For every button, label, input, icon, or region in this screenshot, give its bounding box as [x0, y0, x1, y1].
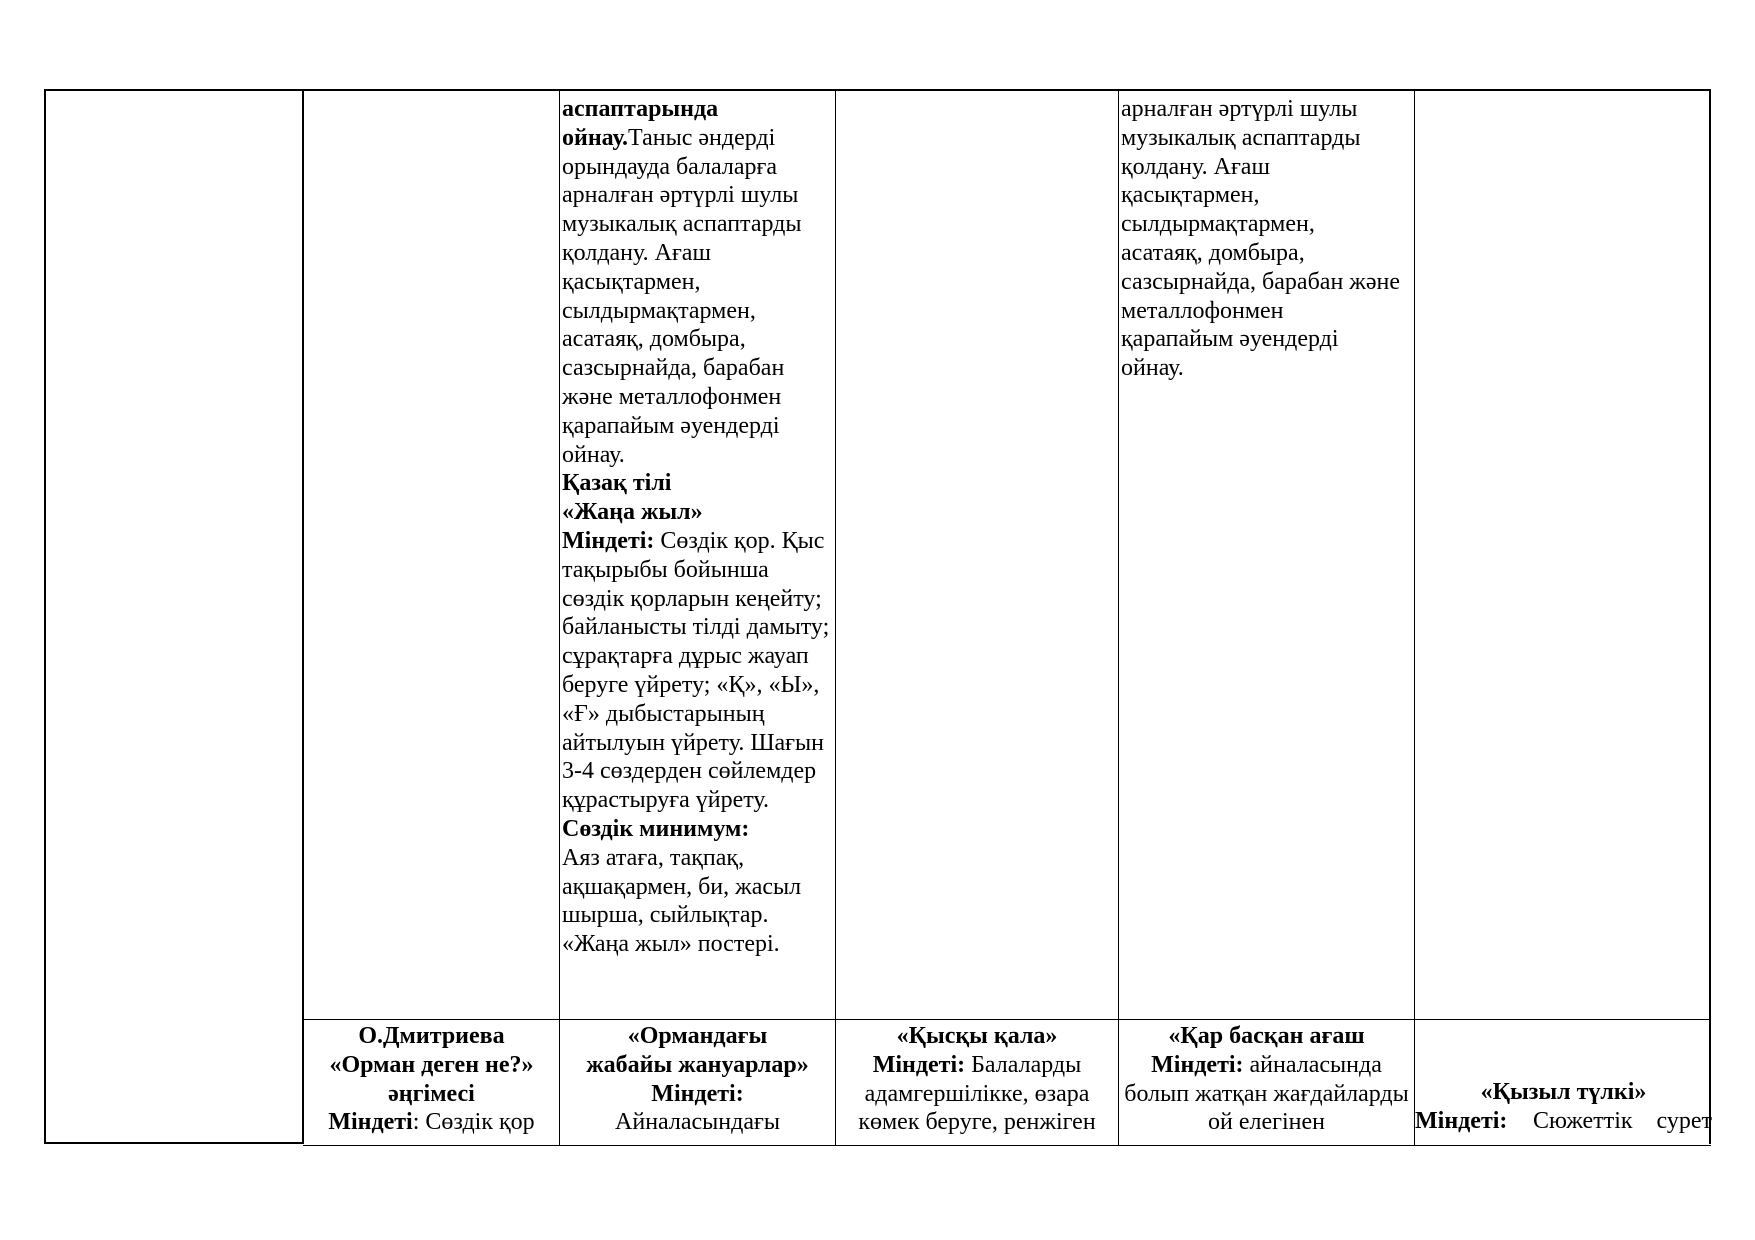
lower-cell-col3	[560, 1022, 835, 1137]
col2-task-text: : Сөздік қор	[412, 1109, 535, 1136]
vocabulary-minimum-label: Сөздік минимум:	[562, 815, 750, 842]
col4-task	[836, 1051, 1118, 1137]
music-text: Таныс әндерді орындауда балаларға арналған әртүрлі шулы музыкалық аспаптарды қолдану. Ағаш қасықтармен, сылдырмақтармен, асатаяқ, домбыра, сазсырнайда, барабан және металлофонмен қарапайым әуендерді ойнау.	[562, 124, 802, 468]
lower-cell-col4	[836, 1022, 1118, 1137]
row-divider	[303, 1019, 1709, 1020]
col3-task-text: Айналасындағы	[615, 1109, 780, 1136]
col3-title-line-1: «Ормандағы	[627, 1023, 768, 1049]
col5-task	[1119, 1051, 1414, 1137]
task-label: Міндеті:	[562, 527, 655, 554]
col3-title-line-2: жабайы жануарлар»	[586, 1051, 809, 1078]
col5-task-text: айналасында болып жатқан жағдайларды ой елегінен	[1124, 1051, 1409, 1136]
column-divider-2	[559, 91, 560, 1146]
new-year-heading: «Жаңа жыл»	[562, 499, 703, 526]
col3-task-label: Міндеті:	[651, 1080, 744, 1107]
lesson-plan-table	[44, 89, 1711, 1144]
col6-task	[1415, 1107, 1712, 1136]
col6-title-line-1: «Қызыл түлкі»	[1480, 1079, 1647, 1105]
upper-cell-col5	[1121, 95, 1401, 383]
task-text: Сөздік қор. Қыс тақырыбы бойынша сөздік қорларын кеңейту; байланысты тілді дамыту; сұрақтарға дұрыс жауап беруге үйрету; «Қ», «Ы», «Ғ» дыбыстарының айтылуын үйрету. Шағын 3-4 сөздерден сөйлемдер құрастыруға үйрету.	[562, 527, 830, 814]
col5-title-line-1: «Қар басқан ағаш	[1168, 1023, 1365, 1049]
col2-task-label: Міндеті	[328, 1109, 413, 1136]
column-divider-5	[1414, 91, 1415, 1146]
lower-cell-col2	[304, 1022, 559, 1137]
music-heading: аспаптарында ойнау.	[562, 96, 719, 151]
column-divider-4	[1118, 91, 1119, 1146]
lower-cell-col5	[1119, 1022, 1414, 1137]
col2-title-line-1: О.Дмитриева	[358, 1023, 505, 1049]
col4-title-line-1: «Қысқы қала»	[896, 1023, 1058, 1049]
vocabulary-text: Аяз атаға, тақпақ, ақшақармен, би, жасыл шырша, сыйлықтар. «Жаңа жыл» постері.	[562, 844, 802, 958]
col5-task-label: Міндеті:	[1151, 1051, 1244, 1078]
column-divider-3	[835, 91, 836, 1146]
col4-task-label: Міндеті:	[872, 1051, 966, 1078]
table-bottom-border	[303, 1145, 1711, 1146]
col2-title-line-3: әңгімесі	[388, 1080, 475, 1107]
kazakh-language-heading: Қазақ тілі	[562, 470, 672, 497]
lower-cell-col6	[1415, 1078, 1712, 1136]
col4-task-text: Балаларды адамгершілікке, өзара көмек беруге, ренжіген	[858, 1051, 1096, 1136]
music-continuation-text: арналған әртүрлі шулы музыкалық аспаптарды қолдану. Ағаш қасықтармен, сылдырмақтармен, асатаяқ, домбыра, сазсырнайда, барабан және металлофонмен қарапайым әуендерді ойнау.	[1121, 96, 1401, 382]
col6-task-text: Сюжеттік сурет	[1532, 1107, 1712, 1134]
col2-title-line-2: «Орман деген не?»	[329, 1051, 534, 1078]
music-paragraph	[562, 95, 834, 469]
upper-cell-col3	[562, 95, 834, 959]
col2-task	[304, 1108, 559, 1137]
task-paragraph	[562, 527, 834, 844]
column-divider-1	[302, 91, 304, 1144]
first-column-bottom-border	[44, 1142, 303, 1144]
col6-task-label: Міндеті:	[1415, 1107, 1508, 1134]
